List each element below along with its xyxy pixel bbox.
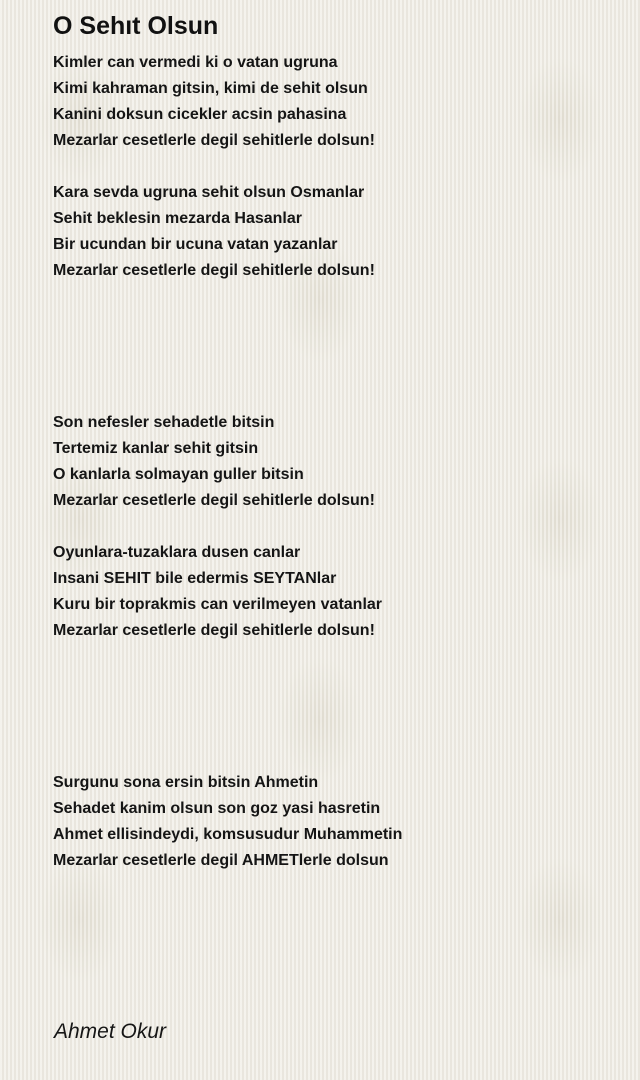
poem-line: Mezarlar cesetlerle degil sehitlerle dolsun! bbox=[53, 132, 375, 149]
poem-line: Ahmet ellisindeydi, komsusudur Muhammetin bbox=[53, 826, 403, 843]
poem-line: O kanlarla solmayan guller bitsin bbox=[53, 466, 304, 483]
poem-line: Surgunu sona ersin bitsin Ahmetin bbox=[53, 774, 319, 791]
poem-author: Ahmet Okur bbox=[54, 1020, 167, 1043]
stanza-1 bbox=[53, 50, 375, 154]
stanza-4 bbox=[53, 540, 382, 644]
poem-line: Kimi kahraman gitsin, kimi de sehit olsun bbox=[53, 80, 368, 97]
poem-line: Son nefesler sehadetle bitsin bbox=[53, 414, 275, 431]
poem-line: Oyunlara-tuzaklara dusen canlar bbox=[53, 544, 301, 561]
poem-line: Tertemiz kanlar sehit gitsin bbox=[53, 440, 259, 457]
poem-line: Sehadet kanim olsun son goz yasi hasretin bbox=[53, 800, 381, 817]
poem-line: Mezarlar cesetlerle degil sehitlerle dolsun! bbox=[53, 492, 375, 509]
poem-line: Bir ucundan bir ucuna vatan yazanlar bbox=[53, 236, 338, 253]
poem-line: Insani SEHIT bile edermis SEYTANlar bbox=[53, 570, 337, 587]
poem-line: Mezarlar cesetlerle degil sehitlerle dolsun! bbox=[53, 262, 375, 279]
poem-title: O Sehıt Olsun bbox=[53, 12, 219, 40]
poem-line: Kara sevda ugruna sehit olsun Osmanlar bbox=[53, 184, 365, 201]
stanza-3 bbox=[53, 410, 375, 514]
poem-line: Sehit beklesin mezarda Hasanlar bbox=[53, 210, 302, 227]
poem-line: Mezarlar cesetlerle degil AHMETlerle dolsun bbox=[53, 852, 389, 869]
poem-line: Mezarlar cesetlerle degil sehitlerle dolsun! bbox=[53, 622, 375, 639]
poem-line: Kuru bir toprakmis can verilmeyen vatanlar bbox=[53, 596, 383, 613]
stanza-2 bbox=[53, 180, 375, 284]
stanza-5 bbox=[53, 770, 402, 874]
poem-line: Kanini doksun cicekler acsin pahasina bbox=[53, 106, 347, 123]
poem-line: Kimler can vermedi ki o vatan ugruna bbox=[53, 54, 338, 71]
